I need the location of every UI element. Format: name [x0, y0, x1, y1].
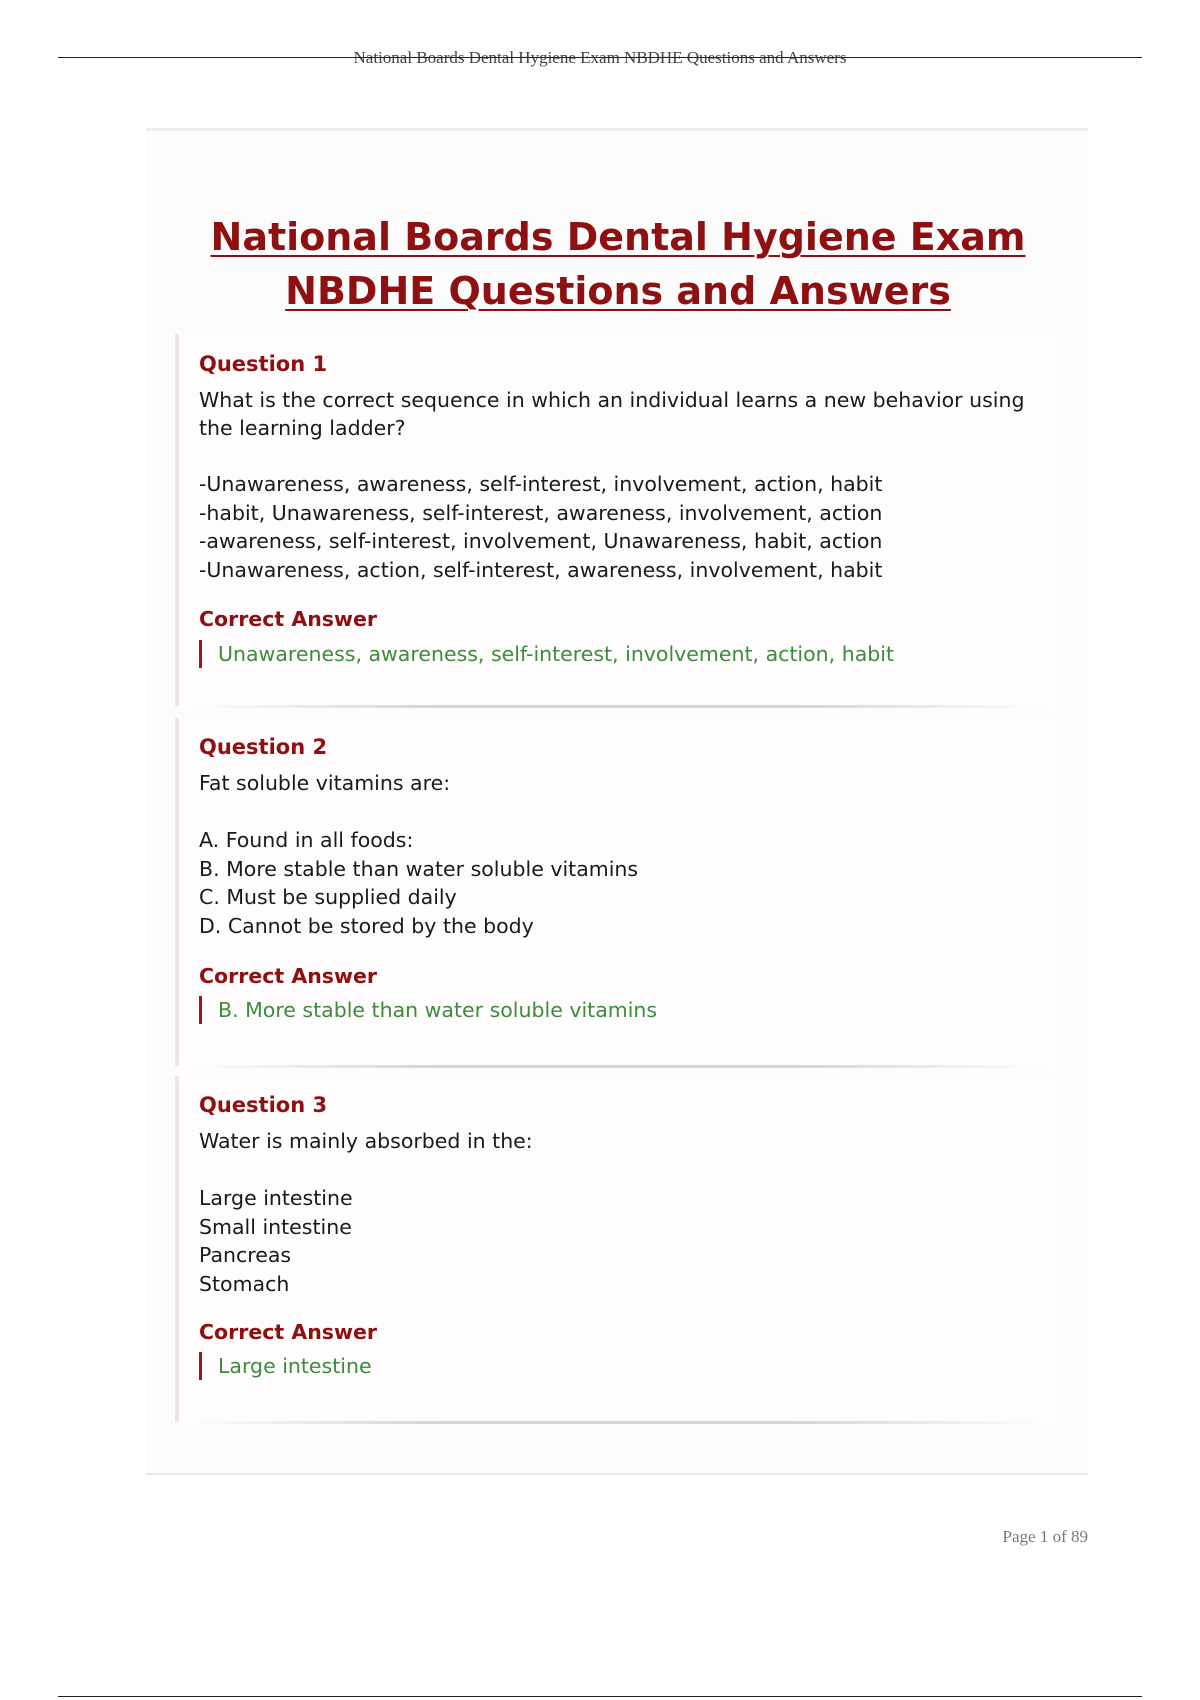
question-card-2: [175, 718, 1055, 1066]
question-1-option: -habit, Unawareness, self-interest, awareness, involvement, action: [199, 500, 883, 525]
question-3-heading: Question 3: [199, 1093, 328, 1117]
question-1-option: -Unawareness, action, self-interest, awareness, involvement, habit: [199, 557, 883, 582]
question-1-option: -awareness, self-interest, involvement, Unawareness, habit, action: [199, 529, 883, 553]
question-2-correct-answer-label: Correct Answer: [199, 964, 377, 988]
running-header-title: National Boards Dental Hygiene Exam NBDHE Questions and Answers: [353, 48, 847, 67]
document-title-line-2: NBDHE Questions and Answers: [285, 269, 951, 313]
question-1-text: What is the correct sequence in which an individual learns a new behavior using the learning ladder?: [199, 388, 1025, 440]
question-1-option: -Unawareness, awareness, self-interest, involvement, action, habit: [199, 472, 883, 496]
question-3-correct-answer-label: Correct Answer: [199, 1320, 377, 1344]
question-2-option: C. Must be supplied daily: [199, 885, 457, 909]
question-card-3: [175, 1076, 1055, 1422]
question-3-correct-answer: Large intestine: [199, 1352, 372, 1380]
document-title-line-1: National Boards Dental Hygiene Exam: [210, 215, 1026, 259]
question-1-correct-answer: Unawareness, awareness, self-interest, involvement, action, habit: [199, 640, 894, 668]
question-2-option: B. More stable than water soluble vitamins: [199, 856, 639, 881]
question-3-option: Small intestine: [199, 1214, 352, 1239]
page-number: Page 1 of 89: [1002, 1527, 1088, 1546]
header-rule: [58, 57, 1142, 58]
question-2-heading: Question 2: [199, 735, 328, 759]
question-3-option: Large intestine: [199, 1186, 353, 1210]
question-1-correct-answer-label: Correct Answer: [199, 607, 377, 631]
question-1-heading: Question 1: [199, 352, 328, 376]
question-2-text: Fat soluble vitamins are:: [199, 771, 451, 795]
question-3-text: Water is mainly absorbed in the:: [199, 1129, 533, 1153]
footer-rule: [58, 1696, 1142, 1697]
question-2-option: D. Cannot be stored by the body: [199, 913, 534, 938]
question-3-options: [199, 1184, 1049, 1298]
question-3-option: Pancreas: [199, 1243, 292, 1267]
question-3-option: Stomach: [199, 1271, 290, 1296]
question-card-1: [175, 334, 1055, 706]
question-2-correct-answer: B. More stable than water soluble vitamins: [199, 996, 657, 1024]
document-title: [0, 210, 1200, 318]
question-1-options: [199, 470, 1049, 584]
question-2-option: A. Found in all foods:: [199, 828, 414, 852]
question-2-options: [199, 826, 1049, 940]
